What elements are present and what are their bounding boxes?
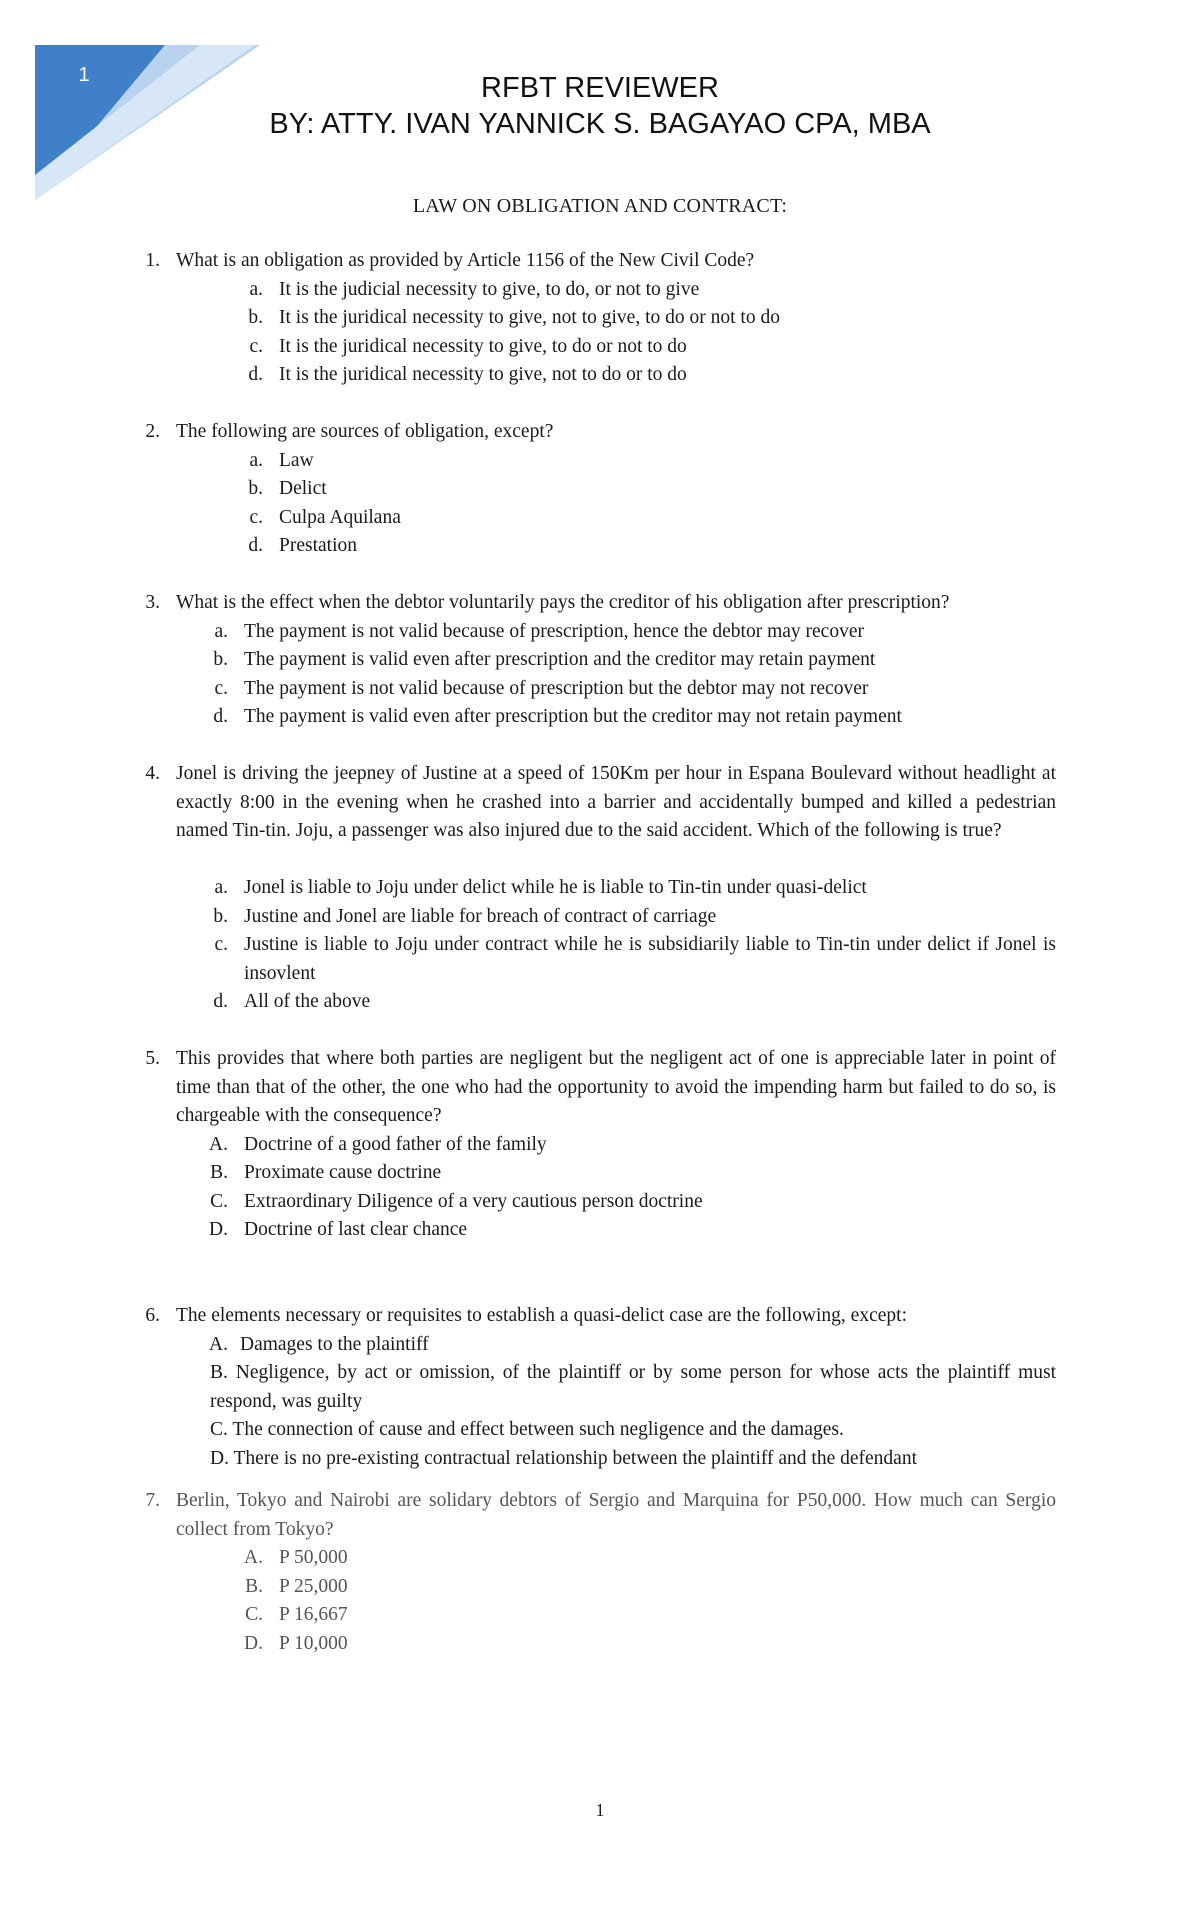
option-text: D. There is no pre-existing contractual relationship between the plaintiff and the defendant <box>210 1447 917 1469</box>
option-label: c. <box>249 335 263 357</box>
option-text: Extraordinary Diligence of a very cautious person doctrine <box>244 1190 703 1212</box>
option-text: The payment is valid even after prescription and the creditor may retain payment <box>244 649 876 670</box>
question-number: 5. <box>145 1048 160 1069</box>
question-text: Berlin, Tokyo and Nairobi are solidary debtors of Sergio and Marquina for P50,000. How much can Sergio collect from Tokyo? <box>176 1490 1056 1540</box>
question-text: This provides that where both parties are negligent but the negligent act of one is appreciable later in point of time than that of the other, the one who had the opportunity to avoid the impending harm but failed to do so, is chargeable with the consequence? <box>176 1048 1056 1127</box>
option-text: Jonel is liable to Joju under delict while he is liable to Tin-tin under quasi-delict <box>244 877 867 898</box>
option-text: All of the above <box>244 991 371 1012</box>
option-label: C. <box>245 1604 263 1625</box>
option-text: Damages to the plaintiff <box>240 1333 429 1355</box>
option-text: Proximate cause doctrine <box>244 1162 442 1183</box>
question-text: What is an obligation as provided by Article 1156 of the New Civil Code? <box>176 250 755 271</box>
option-text: B. Negligence, by act or omission, of the plaintiff or by some person for whose acts the plaintiff must respond, was guilty <box>210 1362 1056 1412</box>
option-text: The payment is valid even after prescription but the creditor may not retain payment <box>244 706 902 727</box>
option-label: d. <box>213 706 228 727</box>
option-label: a. <box>214 620 228 642</box>
option-text: P 50,000 <box>279 1547 348 1568</box>
option-label: a. <box>249 449 263 471</box>
option-label: b. <box>213 905 228 927</box>
option-label: A. <box>209 1333 228 1355</box>
option-label: d. <box>248 364 263 385</box>
option-label: a. <box>214 877 228 898</box>
option-label: c. <box>249 506 263 528</box>
option-label: A. <box>209 1133 228 1155</box>
question-number: 1. <box>145 250 160 271</box>
option-text: The payment is not valid because of prescription but the debtor may not recover <box>244 677 869 699</box>
option-text: P 10,000 <box>279 1632 348 1654</box>
option-label: a. <box>249 278 263 300</box>
option-text: Doctrine of last clear chance <box>244 1219 468 1240</box>
question-number: 3. <box>145 592 160 613</box>
question-text: The following are sources of obligation, except? <box>176 421 554 442</box>
option-label: C. <box>210 1190 228 1212</box>
question-text: What is the effect when the debtor voluntarily pays the creditor of his obligation after prescription? <box>176 592 950 613</box>
option-label: D. <box>209 1219 228 1240</box>
option-label: B. <box>210 1162 228 1183</box>
option-label: B. <box>245 1575 263 1597</box>
option-text: It is the judicial necessity to give, to do, or not to give <box>279 278 700 300</box>
option-label: d. <box>213 991 228 1012</box>
question-number: 4. <box>145 763 160 784</box>
option-label: b. <box>213 649 228 670</box>
option-text: P 25,000 <box>279 1575 348 1597</box>
question-text: Jonel is driving the jeepney of Justine at a speed of 150Km per hour in Espana Boulevard without headlight at exactly 8:00 in the evening when he crashed into a barrier and accidentally bumped and killed a pedestrian named Tin-tin. Joju, a passenger was also injured due to the said accident. Which of the following is true? <box>176 763 1056 842</box>
option-text: Doctrine of a good father of the family <box>244 1133 547 1155</box>
option-text: P 16,667 <box>279 1604 348 1625</box>
option-text: The payment is not valid because of prescription, hence the debtor may recover <box>244 620 864 642</box>
question-number: 2. <box>145 421 160 442</box>
option-text: It is the juridical necessity to give, not to do or to do <box>279 364 687 385</box>
option-label: b. <box>248 478 263 499</box>
option-text: Prestation <box>279 535 357 556</box>
option-label: d. <box>248 535 263 556</box>
question-text: The elements necessary or requisites to establish a quasi-delict case are the following, except: <box>176 1305 907 1326</box>
option-text: It is the juridical necessity to give, not to give, to do or not to do <box>279 307 780 328</box>
option-text: Culpa Aquilana <box>279 506 401 528</box>
option-text: Justine and Jonel are liable for breach of contract of carriage <box>244 905 717 927</box>
document-title: RFBT REVIEWER <box>481 72 719 104</box>
document-author: BY: ATTY. IVAN YANNICK S. BAGAYAO CPA, MBA <box>269 108 931 140</box>
option-text: Delict <box>279 478 327 499</box>
corner-decoration <box>0 0 270 210</box>
option-label: c. <box>214 677 228 699</box>
question-number: 7. <box>145 1490 160 1511</box>
option-label: b. <box>248 307 263 328</box>
footer-page-number: 1 <box>595 1800 605 1820</box>
option-text: It is the juridical necessity to give, to do or not to do <box>279 335 687 357</box>
question-number: 6. <box>145 1305 160 1326</box>
option-text: Justine is liable to Joju under contract while he is subsidiarily liable to Tin-tin under delict if Jonel is insovlent <box>244 934 1056 984</box>
option-label: c. <box>214 934 228 955</box>
option-label: A. <box>244 1547 263 1568</box>
section-title: LAW ON OBLIGATION AND CONTRACT: <box>412 195 788 217</box>
option-text: C. The connection of cause and effect between such negligence and the damages. <box>210 1419 844 1440</box>
page-badge: 1 <box>78 64 90 86</box>
option-label: D. <box>244 1632 263 1654</box>
option-text: Law <box>279 449 314 471</box>
